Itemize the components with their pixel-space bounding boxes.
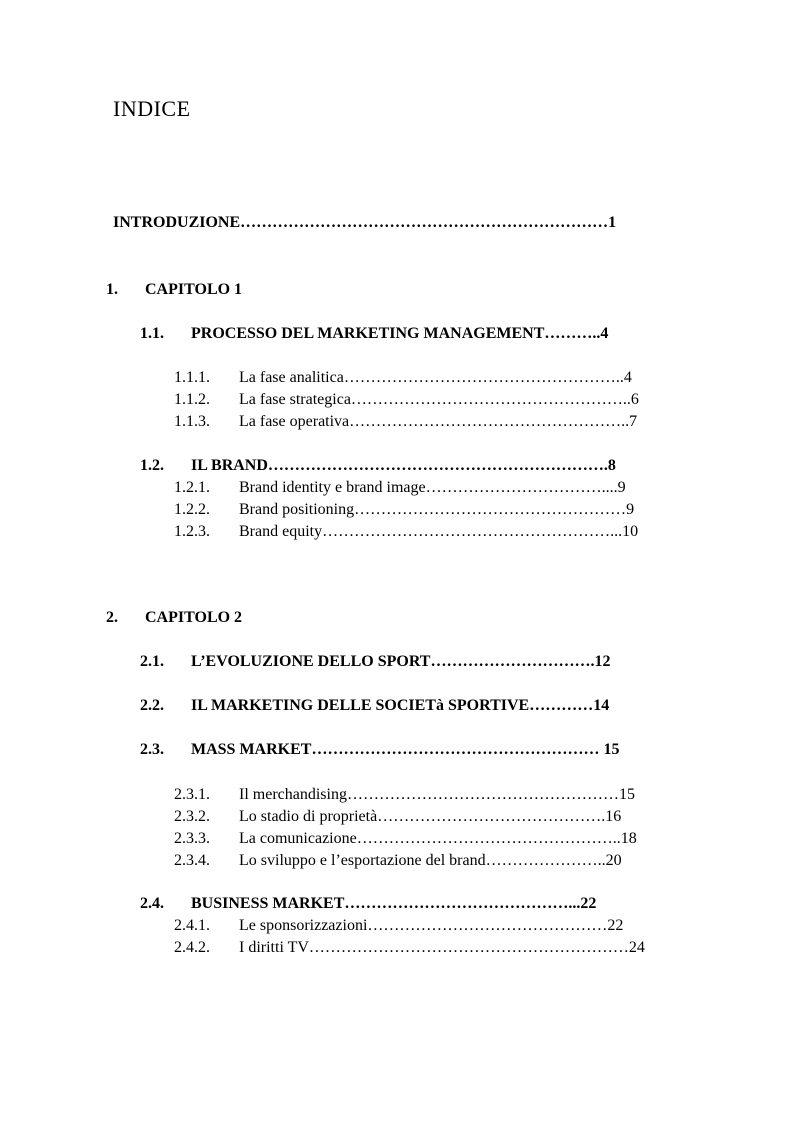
section-title: IL MARKETING DELLE SOCIETà SPORTIVE…………14 (191, 697, 610, 714)
subsection-number: 1.2.3. (174, 523, 210, 540)
section-title: PROCESSO DEL MARKETING MANAGEMENT………..4 (191, 325, 609, 342)
subsection-number: 2.3.4. (174, 852, 210, 869)
chapter-number: 2. (106, 609, 118, 626)
subsection-number: 1.2.1. (174, 479, 210, 496)
subsection-number: 1.1.1. (174, 369, 210, 386)
subsection-title: I diritti TV……………………………………………………24 (239, 939, 645, 956)
subsection-title: Il merchandising……………………………………………15 (239, 786, 635, 803)
subsection-title: Lo stadio di proprietà…………………………………….16 (239, 808, 622, 825)
subsection-title: Brand equity………………………………………………...10 (239, 523, 639, 540)
subsection-title: La fase strategica……………………………………………..6 (239, 391, 639, 408)
section-title: IL BRAND……………………………………………………….8 (191, 457, 616, 474)
subsection-number: 2.4.1. (174, 917, 210, 934)
subsection-number: 1.2.2. (174, 501, 210, 518)
subsection-title: Brand positioning……………………………………………9 (239, 501, 635, 518)
section-number: 1.2. (140, 457, 164, 474)
chapter-title: CAPITOLO 1 (145, 281, 243, 298)
subsection-number: 2.3.2. (174, 808, 210, 825)
subsection-title: La fase analitica……………………………………………..4 (239, 369, 632, 386)
section-number: 1.1. (140, 325, 164, 342)
chapter-number: 1. (106, 281, 118, 298)
section-title: MASS MARKET……………………………………………… 15 (191, 741, 620, 758)
chapter-title: CAPITOLO 2 (145, 609, 243, 626)
subsection-number: 2.3.3. (174, 830, 210, 847)
subsection-title: La fase operativa……………………………………………..7 (239, 413, 638, 430)
section-number: 2.1. (140, 653, 164, 670)
subsection-number: 1.1.2. (174, 391, 210, 408)
page-title: INDICE (113, 96, 191, 121)
section-title: BUSINESS MARKET……………………………………...22 (191, 895, 597, 912)
subsection-title: La comunicazione…………………………………………..18 (239, 830, 637, 847)
subsection-number: 2.4.2. (174, 939, 210, 956)
subsection-title: Lo sviluppo e l’esportazione del brand…………………..20 (239, 852, 622, 869)
subsection-title: Brand identity e brand image……………………………....9 (239, 479, 626, 496)
toc-entry-introduzione: INTRODUZIONE……………………………………………………………1 (113, 214, 617, 231)
subsection-title: Le sponsorizzazioni………………………………………22 (239, 917, 624, 934)
section-number: 2.4. (140, 895, 164, 912)
subsection-number: 2.3.1. (174, 786, 210, 803)
section-number: 2.3. (140, 741, 164, 758)
subsection-number: 1.1.3. (174, 413, 210, 430)
section-number: 2.2. (140, 697, 164, 714)
section-title: L’EVOLUZIONE DELLO SPORT………………………….12 (191, 653, 611, 670)
